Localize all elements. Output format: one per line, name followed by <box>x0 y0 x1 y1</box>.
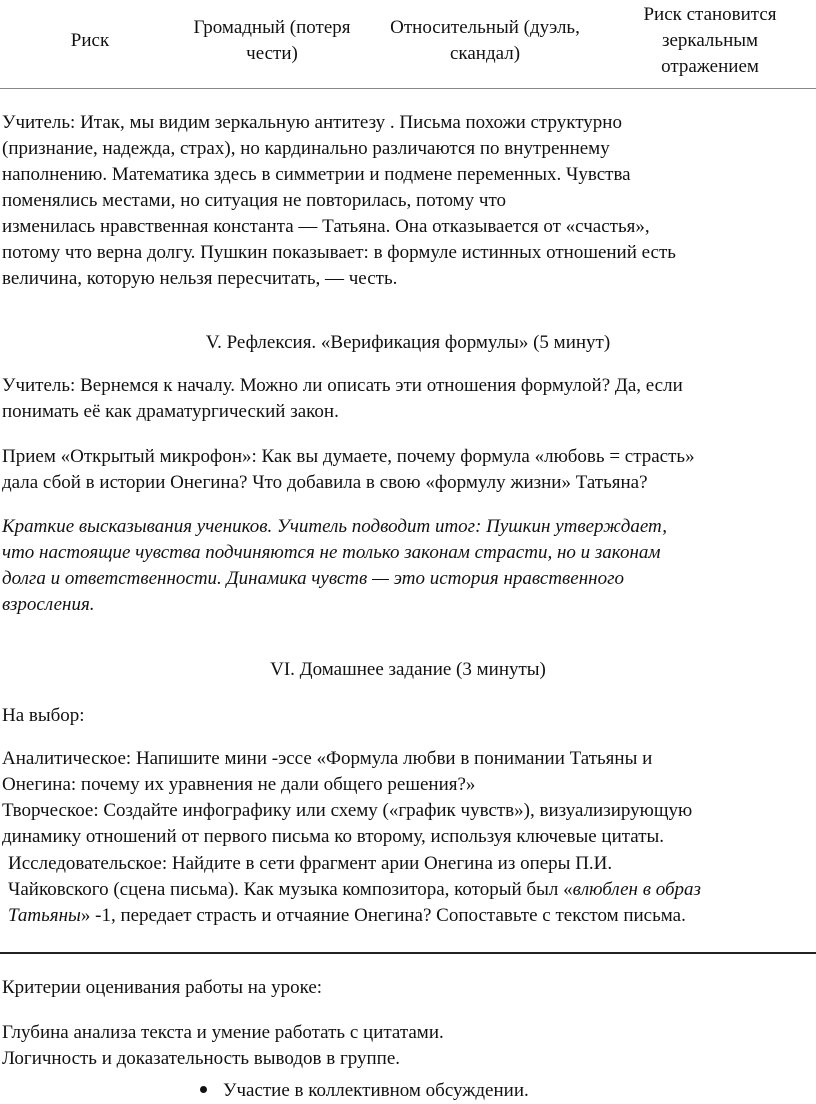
header-relative: Относительный (дуэль, скандал) <box>390 17 580 64</box>
table-bottom-border <box>0 88 816 89</box>
header-huge: Громадный (потеря чести) <box>193 17 351 64</box>
header-mirror: Риск становится зеркальным отражением <box>643 4 777 77</box>
section-5-title: V. Рефлексия. «Верификация формулы» (5 минут) <box>205 332 611 353</box>
criteria-bullet-item: Участие в коллективном обсуждении. <box>200 1078 529 1104</box>
header-risk: Риск <box>70 30 110 51</box>
research-line-3: Татьяны» -1, передает страсть и отчаяние Онегина? Сопоставьте с текстом письма. <box>8 905 686 926</box>
bullet-icon <box>200 1086 207 1093</box>
section-divider <box>0 952 816 954</box>
research-line-2: Чайковского (сцена письма). Как музыка композитора, который был «влюблен в образ <box>8 879 701 900</box>
section-6-title: VI. Домашнее задание (3 минуты) <box>270 659 546 680</box>
